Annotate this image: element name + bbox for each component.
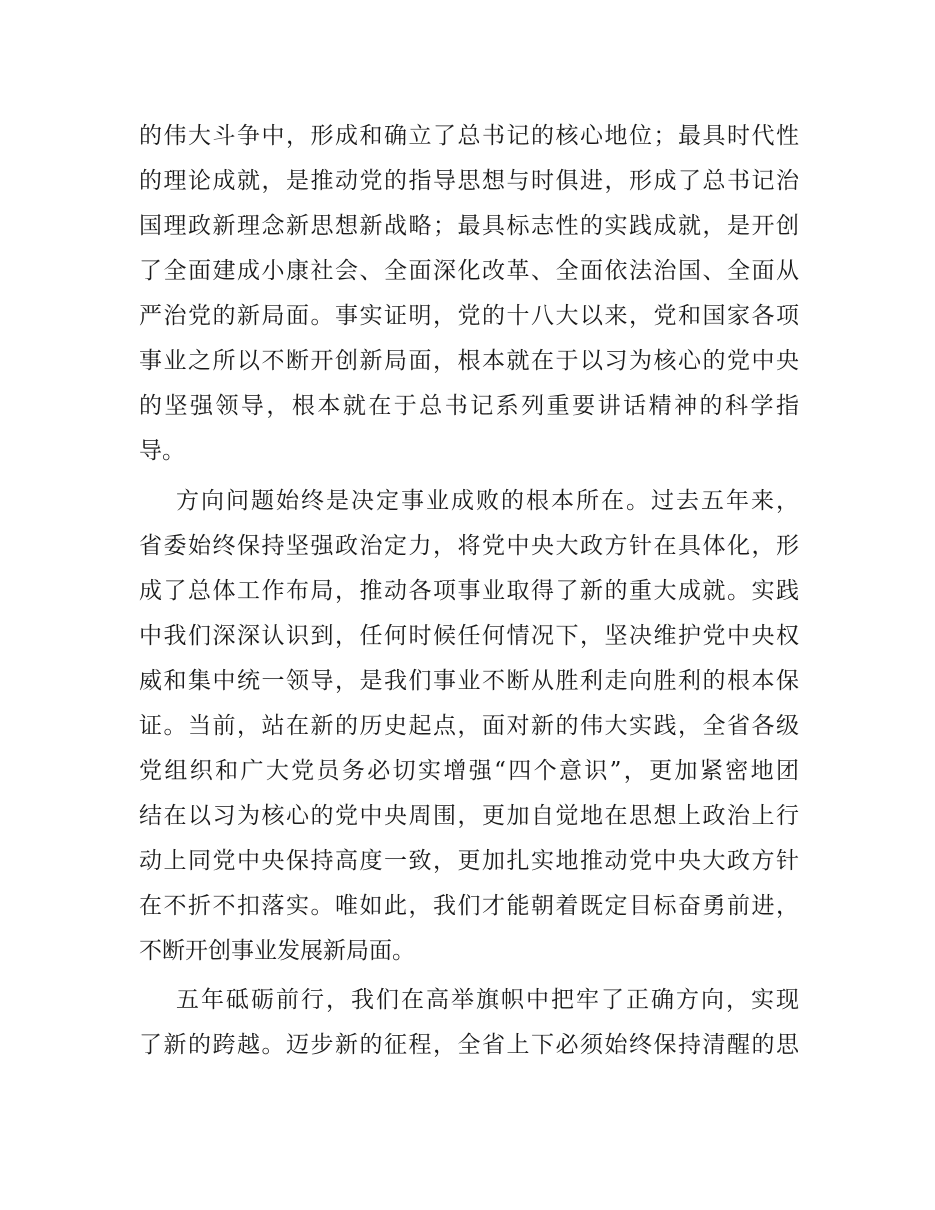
text-line: 了新的跨越。迈步新的征程，全省上下必须始终保持清醒的思 — [139, 1032, 799, 1058]
text-line: 五年砥砺前行，我们在高举旗帜中把牢了正确方向，实现 — [176, 987, 799, 1013]
text-line: 党组织和广大党员务必切实增强“四个意识”，更加紧密地团 — [139, 758, 799, 784]
text-line: 导。 — [139, 438, 185, 464]
text-line: 结在以习为核心的党中央周围，更加自觉地在思想上政治上行 — [139, 803, 799, 829]
text-line: 不断开创事业发展新局面。 — [139, 938, 415, 964]
text-line: 事业之所以不断开创新局面，根本就在于以习为核心的党中央 — [139, 348, 799, 374]
text-line: 的伟大斗争中，形成和确立了总书记的核心地位；最具时代性 — [139, 123, 799, 149]
text-line: 了全面建成小康社会、全面深化改革、全面依法治国、全面从 — [139, 258, 799, 284]
text-line: 动上同党中央保持高度一致，更加扎实地推动党中央大政方针 — [139, 848, 799, 874]
text-line: 威和集中统一领导，是我们事业不断从胜利走向胜利的根本保 — [139, 668, 799, 694]
paragraph-3 — [139, 978, 799, 1068]
text-line: 省委始终保持坚强政治定力，将党中央大政方针在具体化，形 — [139, 533, 799, 559]
text-line: 中我们深深认识到，任何时候任何情况下，坚决维护党中央权 — [139, 623, 799, 649]
text-line: 国理政新理念新思想新战略；最具标志性的实践成就，是开创 — [139, 213, 799, 239]
text-line: 方向问题始终是决定事业成败的根本所在。过去五年来， — [176, 488, 799, 514]
paragraph-2 — [139, 479, 799, 974]
text-line: 的坚强领导，根本就在于总书记系列重要讲话精神的科学指 — [139, 393, 799, 419]
text-line: 在不折不扣落实。唯如此，我们才能朝着既定目标奋勇前进， — [139, 893, 799, 919]
text-line: 证。当前，站在新的历史起点，面对新的伟大实践，全省各级 — [139, 713, 799, 739]
paragraph-1 — [139, 114, 799, 474]
text-line: 的理论成就，是推动党的指导思想与时俱进，形成了总书记治 — [139, 168, 799, 194]
text-line: 严治党的新局面。事实证明，党的十八大以来，党和国家各项 — [139, 303, 799, 329]
text-line: 成了总体工作布局，推动各项事业取得了新的重大成就。实践 — [139, 578, 799, 604]
